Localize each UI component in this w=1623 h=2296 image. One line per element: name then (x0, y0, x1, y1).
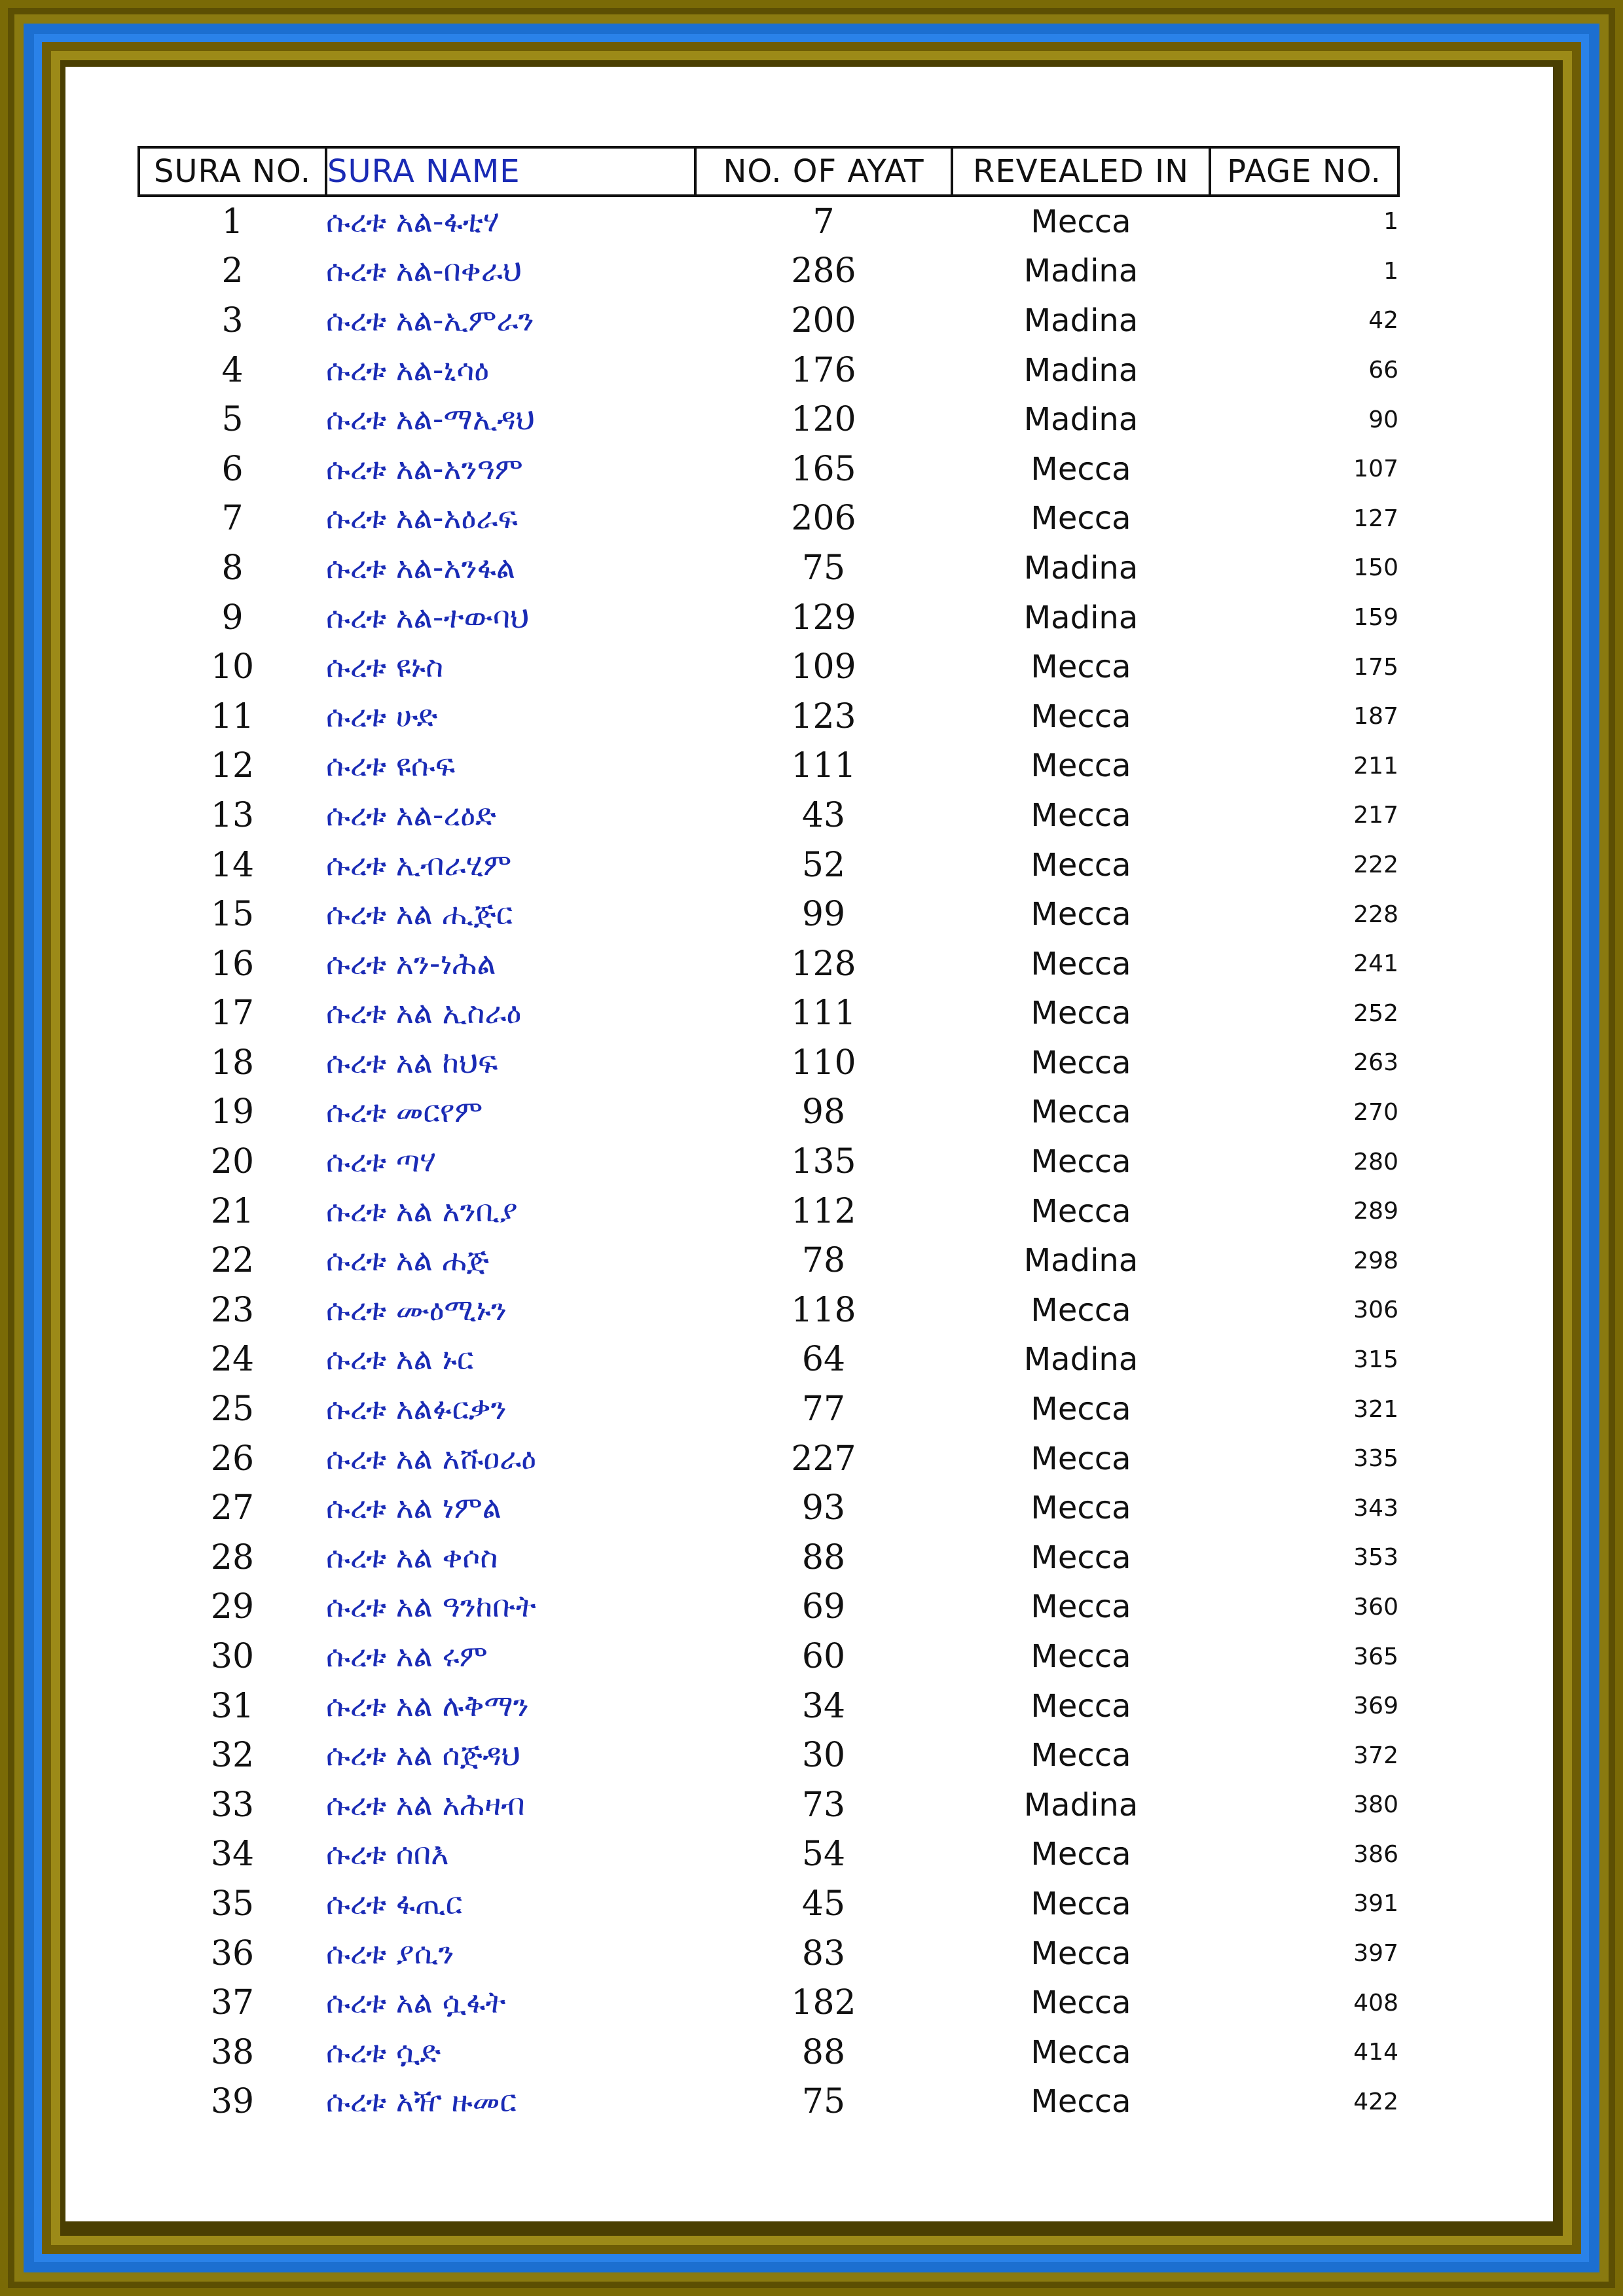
revealed-in: Mecca (1030, 797, 1131, 834)
page-number: 127 (1353, 505, 1398, 532)
revealed-in: Mecca (1030, 2034, 1131, 2071)
revealed-in: Madina (1023, 302, 1139, 339)
revealed-in: Mecca (1030, 1044, 1131, 1081)
page-number: 369 (1353, 1693, 1398, 1720)
revealed-in: Mecca (1030, 1588, 1131, 1626)
page-number: 270 (1353, 1098, 1398, 1126)
sura-name: ሱረቱ አል-ማኢዳህ (326, 401, 535, 437)
sura-name: ሱረቱ አል ኑር (326, 1341, 474, 1377)
revealed-in: Mecca (1030, 2083, 1131, 2121)
table-row (139, 1533, 1398, 1583)
page-number: 414 (1353, 2039, 1398, 2066)
ayat-count: 118 (791, 1290, 856, 1330)
page-paper (65, 67, 1553, 2221)
ayat-count: 200 (791, 300, 856, 340)
sura-number: 37 (210, 1983, 255, 2023)
sura-name: ሱረቱ አል-ተውባህ (326, 599, 530, 635)
table-row (139, 1929, 1398, 1979)
sura-number: 30 (210, 1637, 255, 1677)
page-number: 222 (1353, 852, 1398, 879)
revealed-in: Mecca (1030, 1935, 1131, 1972)
sura-number: 5 (221, 400, 244, 440)
sura-name: ሱረቱ አል-አንዓም (326, 450, 523, 486)
sura-number: 21 (210, 1191, 255, 1231)
page-number: 90 (1368, 406, 1398, 433)
sura-name: ሱረቱ ሁድ (326, 698, 438, 734)
revealed-in: Madina (1023, 1786, 1139, 1823)
revealed-in: Mecca (1030, 1687, 1131, 1725)
table-row (139, 196, 1398, 247)
sura-number: 17 (210, 994, 255, 1033)
ayat-count: 7 (812, 202, 835, 242)
sura-number: 11 (210, 696, 255, 736)
sura-number: 38 (210, 2032, 255, 2072)
ayat-count: 75 (801, 548, 846, 588)
revealed-in: Madina (1023, 1341, 1139, 1378)
page-number: 187 (1353, 703, 1398, 730)
sura-name: ሱረቱ ሙዕሚኑን (326, 1291, 507, 1327)
header-page: PAGE NO. (1210, 147, 1398, 196)
sura-number: 35 (210, 1884, 255, 1924)
revealed-in: Madina (1023, 599, 1139, 636)
ayat-count: 165 (791, 449, 856, 489)
sura-number: 29 (210, 1587, 255, 1627)
sura-name: ሱረቱ ኢብራሂም (326, 846, 512, 882)
table-row (139, 1137, 1398, 1187)
revealed-in: Mecca (1030, 1291, 1131, 1329)
sura-number: 15 (210, 895, 255, 935)
revealed-in: Mecca (1030, 1836, 1131, 1873)
revealed-in: Mecca (1030, 747, 1131, 785)
revealed-in: Mecca (1030, 1094, 1131, 1131)
sura-name: ሱረቱ አል-ኢምራን (326, 302, 534, 338)
page-number: 211 (1353, 752, 1398, 780)
ayat-count: 45 (801, 1884, 846, 1924)
sura-name: ሱረቱ ፋጢር (326, 1885, 463, 1921)
revealed-in: Mecca (1030, 896, 1131, 933)
sura-name: ሱረቱ አል አሹዐራዕ (326, 1440, 537, 1476)
revealed-in: Mecca (1030, 995, 1131, 1032)
page-number: 252 (1353, 999, 1398, 1027)
table-row (139, 1978, 1398, 2028)
sura-number: 36 (210, 1933, 255, 1973)
ayat-count: 112 (791, 1191, 856, 1231)
revealed-in: Mecca (1030, 649, 1131, 686)
table-row (139, 593, 1398, 643)
page-number: 391 (1353, 1890, 1398, 1918)
table-row (139, 791, 1398, 840)
revealed-in: Mecca (1030, 1193, 1131, 1230)
ayat-count: 60 (801, 1637, 846, 1677)
sura-number: 39 (210, 2082, 255, 2122)
sura-name: ሱረቱ ጣሃ (326, 1143, 436, 1179)
ayat-count: 69 (801, 1587, 846, 1627)
table-row (139, 989, 1398, 1039)
revealed-in: Mecca (1030, 203, 1131, 240)
ayat-count: 43 (801, 795, 846, 835)
sura-number: 7 (221, 499, 244, 539)
table-row (139, 742, 1398, 791)
sura-number: 2 (221, 251, 244, 291)
revealed-in: Madina (1023, 401, 1139, 439)
page-number: 422 (1353, 2088, 1398, 2115)
page-number: 1 (1383, 208, 1398, 236)
table-row (139, 1088, 1398, 1138)
table-row (139, 543, 1398, 593)
page-number: 217 (1353, 802, 1398, 829)
sura-name: ሱረቱ አል ኢስራዕ (326, 995, 522, 1031)
ayat-count: 54 (801, 1835, 846, 1874)
page-number: 298 (1353, 1247, 1398, 1274)
revealed-in: Madina (1023, 549, 1139, 586)
table-row (139, 1879, 1398, 1929)
revealed-in: Mecca (1030, 698, 1131, 735)
sura-name: ሱረቱ ያሲን (326, 1935, 454, 1971)
revealed-in: Madina (1023, 351, 1139, 389)
revealed-in: Mecca (1030, 1885, 1131, 1922)
ayat-count: 109 (791, 647, 856, 687)
sura-number: 20 (210, 1142, 255, 1182)
page-number: 315 (1353, 1346, 1398, 1373)
sura-name: ሱረቱ አል ዓንከቡት (326, 1588, 536, 1624)
sura-name: ሱረቱ አን-ነሕል (326, 945, 496, 981)
table-row (139, 1434, 1398, 1484)
sura-number: 13 (210, 795, 255, 835)
sura-number: 19 (210, 1092, 255, 1132)
page-number: 353 (1353, 1544, 1398, 1571)
sura-name: ሱረቱ ዩሱፍ (326, 747, 456, 783)
revealed-in: Mecca (1030, 1539, 1131, 1576)
table-row (139, 1038, 1398, 1088)
ayat-count: 120 (791, 400, 856, 440)
table-row (139, 1583, 1398, 1632)
sura-name: ሱረቱ ዩኑስ (326, 649, 444, 685)
sura-number: 6 (221, 449, 244, 489)
ayat-count: 75 (801, 2082, 846, 2122)
ayat-count: 88 (801, 2032, 846, 2072)
table-row (139, 1681, 1398, 1731)
sura-number: 31 (210, 1686, 255, 1726)
page-number: 380 (1353, 1791, 1398, 1819)
page-number: 360 (1353, 1593, 1398, 1621)
sura-number: 4 (221, 350, 244, 390)
ayat-count: 83 (801, 1933, 846, 1973)
table-row (139, 1780, 1398, 1830)
revealed-in: Mecca (1030, 846, 1131, 884)
page-number: 263 (1353, 1049, 1398, 1077)
header-ayat: NO. OF AYAT (695, 147, 952, 196)
ayat-count: 73 (801, 1785, 846, 1825)
sura-name: ሱረቱ አል ሷፋት (326, 1984, 506, 2020)
header-sura-no: SURA NO. (139, 147, 326, 196)
table-row (139, 296, 1398, 346)
sura-number: 8 (221, 548, 244, 588)
sura-name: ሱረቱ አል ሰጅዳህ (326, 1737, 520, 1773)
sura-number: 34 (210, 1835, 255, 1874)
table-row (139, 939, 1398, 989)
sura-name: ሱረቱ አል-ኒሳዕ (326, 351, 490, 387)
table-row (139, 1830, 1398, 1880)
table-row (139, 1632, 1398, 1681)
page-number: 289 (1353, 1198, 1398, 1225)
sura-name: ሱረቱ አል አንቢያ (326, 1193, 518, 1229)
ayat-count: 135 (791, 1142, 856, 1182)
sura-name: ሱረቱ አል ሉቅማን (326, 1687, 529, 1723)
sura-number: 14 (210, 845, 255, 885)
sura-name: ሱረቱ አዥ ዙመር (326, 2083, 517, 2119)
table-row (139, 444, 1398, 494)
sura-name: ሱረቱ አል ሐጅ (326, 1242, 489, 1278)
sura-number: 25 (210, 1390, 255, 1429)
header-revealed: REVEALED IN (952, 147, 1210, 196)
revealed-in: Mecca (1030, 1490, 1131, 1527)
revealed-in: Madina (1023, 1242, 1139, 1280)
table-body (139, 196, 1398, 2126)
revealed-in: Mecca (1030, 1440, 1131, 1477)
ayat-count: 52 (801, 845, 846, 885)
ayat-count: 77 (801, 1390, 846, 1429)
ayat-count: 78 (801, 1241, 846, 1281)
table-row (139, 395, 1398, 444)
page-number: 306 (1353, 1297, 1398, 1324)
page-number: 321 (1353, 1395, 1398, 1423)
table-row (139, 2028, 1398, 2077)
ayat-count: 93 (801, 1488, 846, 1528)
table-row (139, 692, 1398, 742)
sura-name: ሱረቱ አልፉርቃን (326, 1391, 507, 1427)
sura-name: ሱረቱ ሰበእ (326, 1836, 449, 1872)
sura-name: ሱረቱ አል-ፋቲሃ (326, 203, 500, 239)
page-number: 397 (1353, 1940, 1398, 1967)
page-number: 228 (1353, 901, 1398, 928)
sura-number: 26 (210, 1439, 255, 1479)
table-row (139, 642, 1398, 692)
sura-name: ሱረቱ አል-አዕራፍ (326, 500, 518, 536)
page-number: 1 (1383, 257, 1398, 285)
sura-number: 9 (221, 598, 244, 637)
ayat-count: 286 (791, 251, 856, 291)
table-row (139, 889, 1398, 939)
sura-number: 18 (210, 1043, 255, 1083)
revealed-in: Mecca (1030, 1143, 1131, 1181)
ayat-count: 98 (801, 1092, 846, 1132)
sura-name: ሱረቱ አል-አንፋል (326, 549, 516, 585)
ayat-count: 110 (791, 1043, 856, 1083)
ayat-count: 30 (801, 1736, 846, 1776)
table-row (139, 840, 1398, 890)
sura-name: ሱረቱ አል-ረዕድ (326, 797, 496, 833)
ayat-count: 111 (791, 994, 856, 1033)
page-number: 66 (1368, 357, 1398, 384)
table-row (139, 346, 1398, 395)
sura-name: ሱረቱ አል ነምል (326, 1490, 501, 1526)
page-number: 175 (1353, 653, 1398, 681)
table-row (139, 1285, 1398, 1335)
table-row (139, 247, 1398, 296)
sura-number: 16 (210, 944, 255, 984)
sura-number: 33 (210, 1785, 255, 1825)
sura-number: 23 (210, 1290, 255, 1330)
sura-number: 32 (210, 1736, 255, 1776)
revealed-in: Mecca (1030, 945, 1131, 982)
ayat-count: 227 (791, 1439, 856, 1479)
ayat-count: 88 (801, 1537, 846, 1577)
sura-name: ሱረቱ አል ሩም (326, 1638, 488, 1674)
revealed-in: Mecca (1030, 450, 1131, 488)
ayat-count: 111 (791, 746, 856, 786)
page-number: 107 (1353, 456, 1398, 483)
table-row (139, 1483, 1398, 1533)
revealed-in: Mecca (1030, 1638, 1131, 1676)
page-number: 365 (1353, 1643, 1398, 1670)
sura-number: 27 (210, 1488, 255, 1528)
table-row (139, 494, 1398, 544)
sura-name: ሱረቱ አል አሕዛብ (326, 1786, 525, 1822)
page-number: 408 (1353, 1989, 1398, 2017)
ayat-count: 182 (791, 1983, 856, 2023)
revealed-in: Madina (1023, 253, 1139, 290)
sura-name: ሱረቱ አል ከህፍ (326, 1044, 498, 1080)
sura-name: ሱረቱ አል-በቀራህ (326, 253, 522, 289)
ayat-count: 206 (791, 499, 856, 539)
page-number: 386 (1353, 1840, 1398, 1868)
page-number: 372 (1353, 1742, 1398, 1769)
revealed-in: Mecca (1030, 1737, 1131, 1774)
header-row (139, 147, 1398, 196)
ayat-count: 129 (791, 598, 856, 637)
page-number: 335 (1353, 1445, 1398, 1473)
ayat-count: 34 (801, 1686, 846, 1726)
sura-number: 1 (221, 202, 244, 242)
sura-name: ሱረቱ ሷድ (326, 2034, 441, 2070)
sura-table (137, 146, 1400, 2126)
revealed-in: Mecca (1030, 1984, 1131, 2022)
ayat-count: 123 (791, 696, 856, 736)
sura-number: 28 (210, 1537, 255, 1577)
sura-number: 3 (221, 300, 244, 340)
sura-number: 24 (210, 1340, 255, 1380)
sura-number: 12 (210, 746, 255, 786)
sura-name: ሱረቱ መርየም (326, 1094, 483, 1130)
page-number: 42 (1368, 307, 1398, 334)
sura-name: ሱረቱ አል ሒጅር (326, 896, 513, 932)
table-row (139, 1187, 1398, 1236)
page-number: 159 (1353, 604, 1398, 632)
ayat-count: 64 (801, 1340, 846, 1380)
table-row (139, 2077, 1398, 2127)
ayat-count: 128 (791, 944, 856, 984)
table-row (139, 1384, 1398, 1434)
sura-number: 10 (210, 647, 255, 687)
ayat-count: 99 (801, 895, 846, 935)
table-row (139, 1731, 1398, 1780)
sura-number: 22 (210, 1241, 255, 1281)
ayat-count: 176 (791, 350, 856, 390)
page-number: 343 (1353, 1494, 1398, 1522)
revealed-in: Mecca (1030, 1391, 1131, 1428)
revealed-in: Mecca (1030, 500, 1131, 537)
table-row (139, 1335, 1398, 1385)
table-row (139, 1236, 1398, 1285)
page-number: 241 (1353, 950, 1398, 978)
page-number: 150 (1353, 554, 1398, 582)
header-sura-name: SURA NAME (326, 147, 695, 196)
sura-name: ሱረቱ አል ቀሶስ (326, 1539, 498, 1575)
page-number: 280 (1353, 1148, 1398, 1175)
